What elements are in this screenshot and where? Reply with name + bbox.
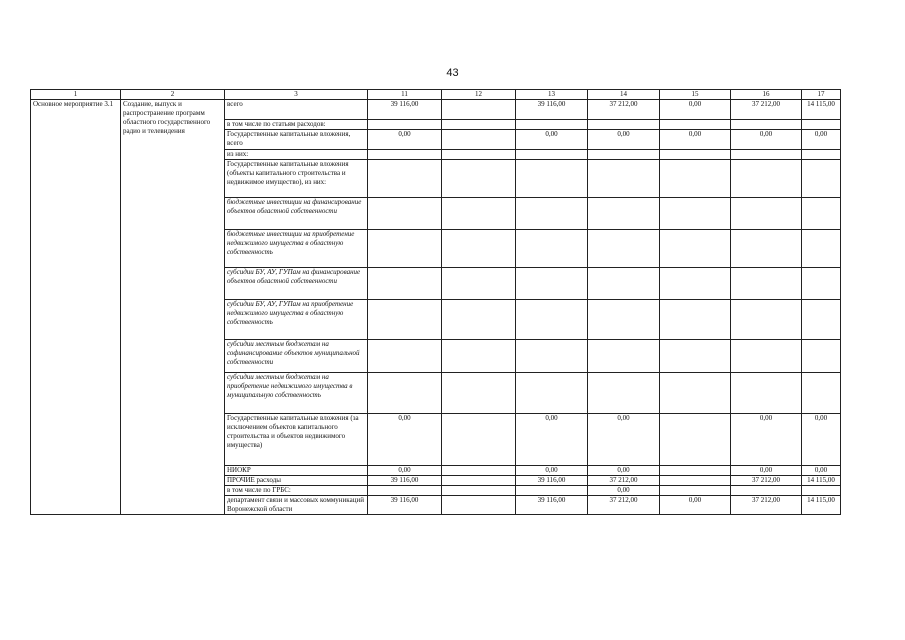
value-cell	[588, 150, 660, 160]
value-cell	[368, 230, 442, 268]
value-cell	[442, 373, 516, 414]
value-cell: 37 212,00	[731, 100, 802, 120]
value-cell	[368, 340, 442, 373]
value-cell	[516, 268, 588, 300]
value-cell	[731, 268, 802, 300]
value-cell	[660, 120, 731, 130]
value-cell: 0,00	[731, 414, 802, 466]
value-cell: 39 116,00	[368, 476, 442, 486]
item-name-cell: Создание, выпуск и распространение программ областного государственного радио и телевидения	[121, 100, 225, 515]
value-cell	[660, 160, 731, 198]
value-cell	[516, 486, 588, 496]
value-cell	[442, 198, 516, 230]
value-cell: 0,00	[588, 130, 660, 150]
value-cell	[516, 300, 588, 340]
value-cell	[802, 150, 841, 160]
value-cell	[802, 120, 841, 130]
value-cell: 39 116,00	[516, 476, 588, 486]
value-cell	[802, 268, 841, 300]
value-cell	[731, 486, 802, 496]
value-cell	[731, 373, 802, 414]
value-cell	[731, 230, 802, 268]
value-cell	[516, 230, 588, 268]
header-cell: 3	[225, 90, 368, 100]
value-cell	[588, 198, 660, 230]
value-cell	[731, 340, 802, 373]
value-cell: 39 116,00	[368, 496, 442, 515]
table-row	[31, 100, 841, 120]
value-cell	[802, 340, 841, 373]
row-label: субсидии БУ, АУ, ГУПам на приобретение недвижимого имущества в областную собственность	[225, 300, 368, 340]
value-cell	[660, 476, 731, 486]
value-cell: 14 115,00	[802, 476, 841, 486]
value-cell	[588, 268, 660, 300]
value-cell	[802, 198, 841, 230]
value-cell	[442, 120, 516, 130]
row-label: всего	[225, 100, 368, 120]
value-cell	[442, 496, 516, 515]
value-cell	[516, 340, 588, 373]
row-label: субсидии местным бюджетам на приобретение недвижимого имущества в муниципальную собственность	[225, 373, 368, 414]
value-cell	[368, 300, 442, 340]
value-cell	[731, 150, 802, 160]
value-cell	[442, 160, 516, 198]
page-number: 43	[446, 67, 459, 79]
value-cell: 37 212,00	[731, 496, 802, 515]
value-cell	[660, 230, 731, 268]
row-label: бюджетные инвестиции на финансирование объектов областной собственности	[225, 198, 368, 230]
row-label: Государственные капитальные вложения (за исключением объектов капитального строительства и объектов недвижимого имущества)	[225, 414, 368, 466]
value-cell	[516, 160, 588, 198]
header-cell: 15	[660, 90, 731, 100]
row-label: Государственные капитальные вложения, всего	[225, 130, 368, 150]
value-cell	[802, 230, 841, 268]
header-cell: 16	[731, 90, 802, 100]
value-cell: 37 212,00	[731, 476, 802, 486]
value-cell	[442, 130, 516, 150]
header-cell: 17	[802, 90, 841, 100]
value-cell	[368, 486, 442, 496]
row-label: департамент связи и массовых коммуникаций Воронежской области	[225, 496, 368, 515]
value-cell	[731, 198, 802, 230]
value-cell	[588, 160, 660, 198]
value-cell	[660, 198, 731, 230]
value-cell	[660, 340, 731, 373]
value-cell: 37 212,00	[588, 496, 660, 515]
value-cell	[442, 300, 516, 340]
value-cell	[802, 300, 841, 340]
value-cell: 0,00	[368, 466, 442, 476]
row-label: НИОКР	[225, 466, 368, 476]
value-cell	[660, 466, 731, 476]
row-label: субсидии местным бюджетам на софинансирование объектов муниципальной собственности	[225, 340, 368, 373]
value-cell	[368, 198, 442, 230]
value-cell	[516, 373, 588, 414]
value-cell: 37 212,00	[588, 476, 660, 486]
value-cell	[588, 230, 660, 268]
value-cell	[660, 414, 731, 466]
row-label: в том числе по статьям расходов:	[225, 120, 368, 130]
value-cell	[802, 486, 841, 496]
header-row	[31, 90, 841, 100]
value-cell	[442, 230, 516, 268]
value-cell	[660, 150, 731, 160]
value-cell: 39 116,00	[516, 496, 588, 515]
budget-table	[30, 89, 841, 515]
header-cell: 13	[516, 90, 588, 100]
value-cell	[516, 120, 588, 130]
value-cell: 14 115,00	[802, 100, 841, 120]
value-cell: 39 116,00	[516, 100, 588, 120]
value-cell: 0,00	[731, 466, 802, 476]
value-cell	[442, 414, 516, 466]
value-cell	[660, 373, 731, 414]
value-cell: 39 116,00	[368, 100, 442, 120]
value-cell: 0,00	[588, 414, 660, 466]
value-cell	[368, 160, 442, 198]
value-cell	[368, 150, 442, 160]
value-cell	[516, 198, 588, 230]
value-cell	[368, 120, 442, 130]
value-cell: 0,00	[802, 466, 841, 476]
value-cell	[731, 160, 802, 198]
row-label: субсидии БУ, АУ, ГУПам на финансирование объектов областной собственности	[225, 268, 368, 300]
header-cell: 2	[121, 90, 225, 100]
value-cell: 0,00	[731, 130, 802, 150]
value-cell: 0,00	[368, 414, 442, 466]
value-cell	[660, 268, 731, 300]
value-cell: 0,00	[368, 130, 442, 150]
row-label: Государственные капитальные вложения (объекты капитального строительства и недвижимое имущество), из них:	[225, 160, 368, 198]
value-cell	[588, 373, 660, 414]
value-cell: 37 212,00	[588, 100, 660, 120]
value-cell	[442, 476, 516, 486]
value-cell: 0,00	[802, 414, 841, 466]
value-cell: 0,00	[802, 130, 841, 150]
value-cell	[442, 466, 516, 476]
value-cell	[368, 373, 442, 414]
value-cell: 0,00	[588, 486, 660, 496]
value-cell	[660, 486, 731, 496]
row-label: из них:	[225, 150, 368, 160]
value-cell: 0,00	[516, 466, 588, 476]
value-cell	[588, 340, 660, 373]
value-cell	[731, 120, 802, 130]
value-cell: 0,00	[660, 130, 731, 150]
value-cell: 0,00	[660, 496, 731, 515]
value-cell	[516, 150, 588, 160]
value-cell: 0,00	[588, 466, 660, 476]
value-cell	[802, 160, 841, 198]
row-label: ПРОЧИЕ расходы	[225, 476, 368, 486]
value-cell	[731, 300, 802, 340]
value-cell	[442, 340, 516, 373]
header-cell: 1	[31, 90, 121, 100]
value-cell: 14 115,00	[802, 496, 841, 515]
header-cell: 11	[368, 90, 442, 100]
header-cell: 14	[588, 90, 660, 100]
value-cell	[442, 268, 516, 300]
value-cell	[368, 268, 442, 300]
value-cell	[802, 373, 841, 414]
value-cell: 0,00	[516, 130, 588, 150]
value-cell	[588, 120, 660, 130]
value-cell	[442, 486, 516, 496]
value-cell	[442, 150, 516, 160]
item-code-cell: Основное мероприятие 3.1	[31, 100, 121, 515]
value-cell: 0,00	[660, 100, 731, 120]
value-cell: 0,00	[516, 414, 588, 466]
header-cell: 12	[442, 90, 516, 100]
value-cell	[588, 300, 660, 340]
row-label: в том числе по ГРБС:	[225, 486, 368, 496]
row-label: бюджетные инвестиции на приобретение недвижимого имущества в областную собственность	[225, 230, 368, 268]
value-cell	[442, 100, 516, 120]
value-cell	[660, 300, 731, 340]
